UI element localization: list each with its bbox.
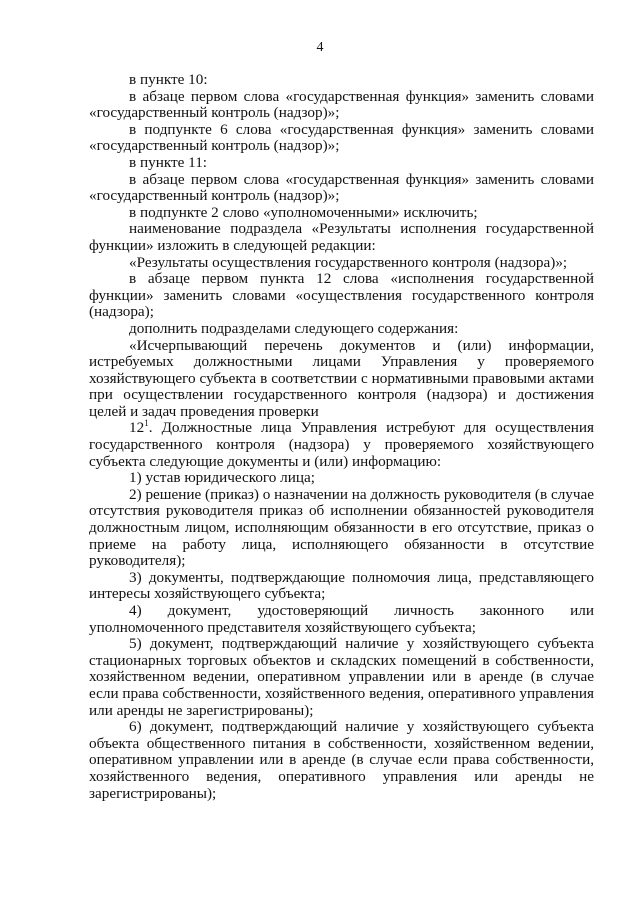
paragraph-subsection-name: наименование подраздела «Результаты исполнения государственной функции» изложить в следующей редакции: [89, 220, 594, 254]
paragraph-exhaustive-list-heading: «Исчерпывающий перечень документов и (или) информации, истребуемых должностными лицами Управления у проверяемого хозяйствующего субъекта в соответствии с нормативными правовыми актами при осуществлении государственного контроля (надзора) и достижения целей и задач проведения проверки [89, 336, 594, 420]
list-item-trade-objects-document: 5) документ, подтверждающий наличие у хозяйствующего субъекта стационарных торговых объектов и складских помещений в собственности, хозяйственном ведении, оперативном управлении или в аренде (в случае если права собственности, хозяйственного ведения, оперативного управления или аренды не зарегистрированы); [89, 635, 594, 719]
list-item-authority-documents: 3) документы, подтверждающие полномочия лица, представляющего интересы хозяйствующего субъекта; [89, 568, 594, 603]
list-item-identity-document: 4) документ, удостоверяющий личность законного или уполномоченного представителя хозяйствующего субъекта; [89, 602, 594, 636]
paragraph-add-subsections: дополнить подразделами следующего содержания: [129, 319, 459, 337]
paragraph-point-12-1 [89, 420, 594, 470]
paragraph-amend-point-11: в пункте 11: [129, 153, 208, 171]
list-item-catering-object-document: 6) документ, подтверждающий наличие у хозяйствующего субъекта объекта общественного питания в собственности, хозяйственном ведении, оперативном управлении или в аренде (в случае если права собственности, хозяйственного ведения, оперативного управления или аренды не зарегистрированы); [89, 718, 594, 802]
list-item-charter: 1) устав юридического лица; [129, 469, 315, 487]
list-item-appointment-order: 2) решение (приказ) о назначении на должность руководителя (в случае отсутствия руководителя приказ об исполнении обязанностей руководителя должностным лицом, исполняющим обязанности в его отсутствие, приказ о приеме на работу лица, исполняющего обязанности в отсутствие руководителя); [89, 485, 594, 570]
page-number: 4 [316, 40, 324, 55]
document-body [89, 72, 594, 802]
paragraph-point-10-subpoint-6: в подпункте 6 слова «государственная функция» заменить словами «государственный контроль (надзор)»; [89, 120, 594, 155]
point-superscript: 1 [144, 418, 149, 429]
paragraph-point-10-first-indent: в абзаце первом слова «государственная функция» заменить словами «государственный контроль (надзор)»; [89, 87, 594, 122]
paragraph-point-12-first-indent: в абзаце первом пункта 12 слова «исполнения государственной функции» заменить словами «осуществления государственного контроля (надзора); [89, 270, 594, 321]
point-number: 12 [129, 419, 145, 437]
paragraph-point-11-subpoint-2: в подпункте 2 слово «уполномоченными» исключить; [129, 203, 478, 221]
paragraph-new-subsection-title: «Результаты осуществления государственного контроля (надзора)»; [129, 253, 568, 271]
point-12-1-text: . Должностные лица Управления истребуют для осуществления государственного контроля (надзора) у проверяемого хозяйствующего субъекта следующие документы и (или) информацию: [89, 419, 594, 470]
paragraph-amend-point-10: в пункте 10: [129, 71, 208, 88]
paragraph-point-11-first-indent: в абзаце первом слова «государственная функция» заменить словами «государственный контроль (надзор)»; [89, 170, 594, 205]
